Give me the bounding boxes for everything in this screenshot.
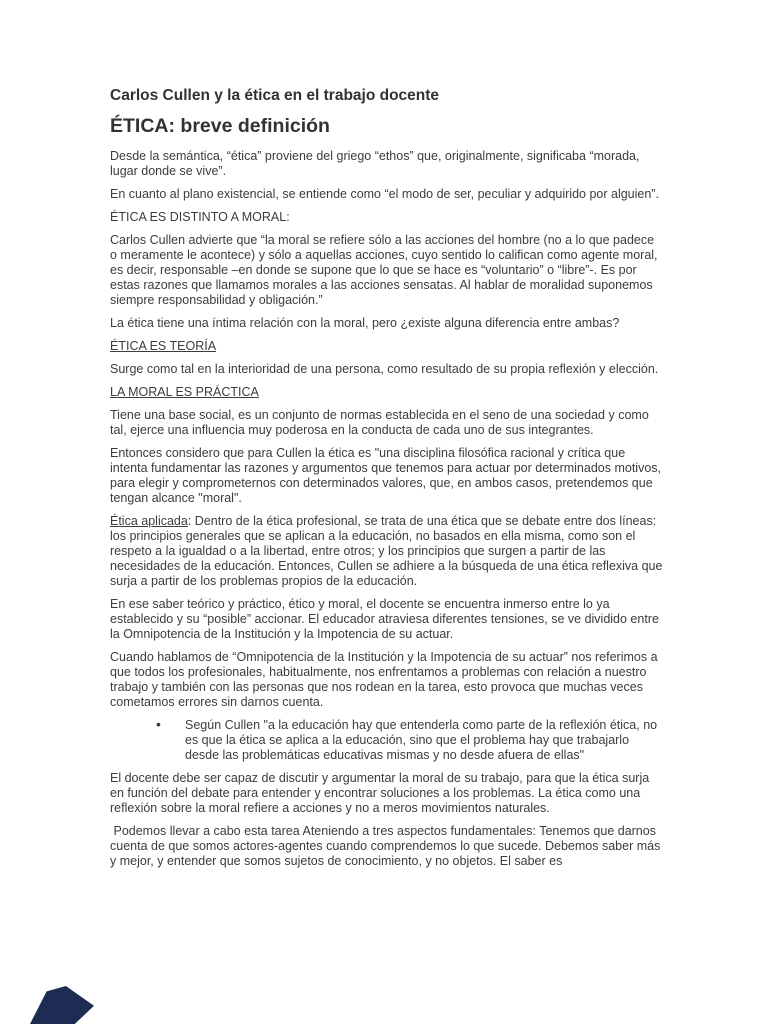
bullet-item-segun-cullen bbox=[110, 718, 663, 763]
heading-etica-distinto-a-moral: ÉTICA ES DISTINTO A MORAL: bbox=[110, 210, 290, 224]
paragraph-disciplina-filosofica: Entonces considero que para Cullen la ética es "una disciplina filosófica racional y crítica que intenta fundamentar las razones y argumentos que tenemos para actuar por determinados motivos, para elegir y comprometernos con determinados valores, que, en ambos casos, pretendemos que tengan alcance "moral". bbox=[110, 446, 665, 505]
paragraph-intima-relacion: La ética tiene una íntima relación con la moral, pero ¿existe alguna diferencia entre ambas? bbox=[110, 316, 620, 330]
doc-title: Carlos Cullen y la ética en el trabajo docente bbox=[110, 87, 440, 104]
heading-la-moral-es-practica bbox=[110, 385, 663, 400]
corner-ribbon-decoration bbox=[30, 986, 94, 1024]
heading-etica-es-teoria-text: ÉTICA ES TEORÍA bbox=[110, 339, 217, 353]
etica-aplicada-lead: Ética aplicada bbox=[110, 514, 188, 528]
paragraph-saber-teorico: En ese saber teórico y práctico, ético y moral, el docente se encuentra inmerso entre lo ya establecido y su “posible” accionar. El educador atraviesa diferentes tensiones, se ve dividido entre la Omnipotencia de la Institución y la Impotencia de su actuar. bbox=[110, 597, 663, 641]
paragraph-omnipotencia: Cuando hablamos de “Omnipotencia de la Institución y la Impotencia de su actuar” nos referimos a que todos los profesionales, habitualmente, nos enfrentamos a problemas con relación a nuestro trabajo y también con las personas que nos rodean en la tarea, esto provoca que muchas veces cometamos errores sin darnos cuenta. bbox=[110, 650, 662, 709]
paragraph-semantica: Desde la semántica, “ética” proviene del griego “ethos” que, originalmente, significaba “morada, lugar donde se vive”. bbox=[110, 149, 643, 178]
paragraph-surge: Surge como tal en la interioridad de una persona, como resultado de su propia reflexión y elección. bbox=[110, 362, 659, 376]
heading-la-moral-es-practica-text: LA MORAL ES PRÁCTICA bbox=[110, 385, 259, 399]
paragraph-existencial: En cuanto al plano existencial, se entiende como “el modo de ser, peculiar y adquirido por alguien”. bbox=[110, 187, 659, 201]
paragraph-etica-aplicada bbox=[110, 514, 666, 589]
bullet-text: Según Cullen "a la educación hay que entenderla como parte de la reflexión ética, no es que la ética se aplica a la educación, sino que el problema hay que trabajarlo desde las problemáticas educativas mismas y no desde afuera de ellas" bbox=[185, 718, 661, 762]
heading-etica-es-teoria bbox=[110, 339, 663, 354]
paragraph-podemos-llevar: Podemos llevar a cabo esta tarea Ateniendo a tres aspectos fundamentales: Tenemos que darnos cuenta de que somos actores-agentes cuando comprendemos lo que sucede. Debemos saber más y mejor, y entender que somos sujetos de conocimiento, y no objetos. El saber es bbox=[110, 824, 664, 868]
doc-subtitle: ÉTICA: breve definición bbox=[110, 115, 330, 137]
paragraph-cullen-advierte: Carlos Cullen advierte que “la moral se refiere sólo a las acciones del hombre (no a lo que padece o meramente le acontece) y sólo a aquellas acciones, cuyo sentido lo califican como agente moral, es decir, responsable –en donde se supone que lo que se hace es “voluntario” o “libre”-. Es por estas razones que llamamos morales a las acciones sensatas. Al hablar de moralidad suponemos siempre responsabilidad y obligación.” bbox=[110, 233, 662, 307]
document-content bbox=[110, 86, 666, 877]
paragraph-docente-capaz: El docente debe ser capaz de discutir y argumentar la moral de su trabajo, para que la ética surja en función del debate para entender y encontrar soluciones a los problemas. La ética como una reflexión sobre la moral refiere a acciones y no a meros movimientos naturales. bbox=[110, 771, 653, 815]
paragraph-base-social: Tiene una base social, es un conjunto de normas establecida en el seno de una sociedad y como tal, ejerce una influencia muy poderosa en la conducta de cada uno de sus integrantes. bbox=[110, 408, 653, 437]
etica-aplicada-rest: : Dentro de la ética profesional, se trata de una ética que se debate entre dos líneas: los principios generales que se aplican a la educación, no basados en ella misma, como son el respeto a la igualdad o a la libertad, entre otros; y los principios que surgen a partir de las necesidades de la educación. Entonces, Cullen se adhiere a la búsqueda de una ética reflexiva que surja a partir de los problemas propios de la educación. bbox=[110, 514, 666, 588]
